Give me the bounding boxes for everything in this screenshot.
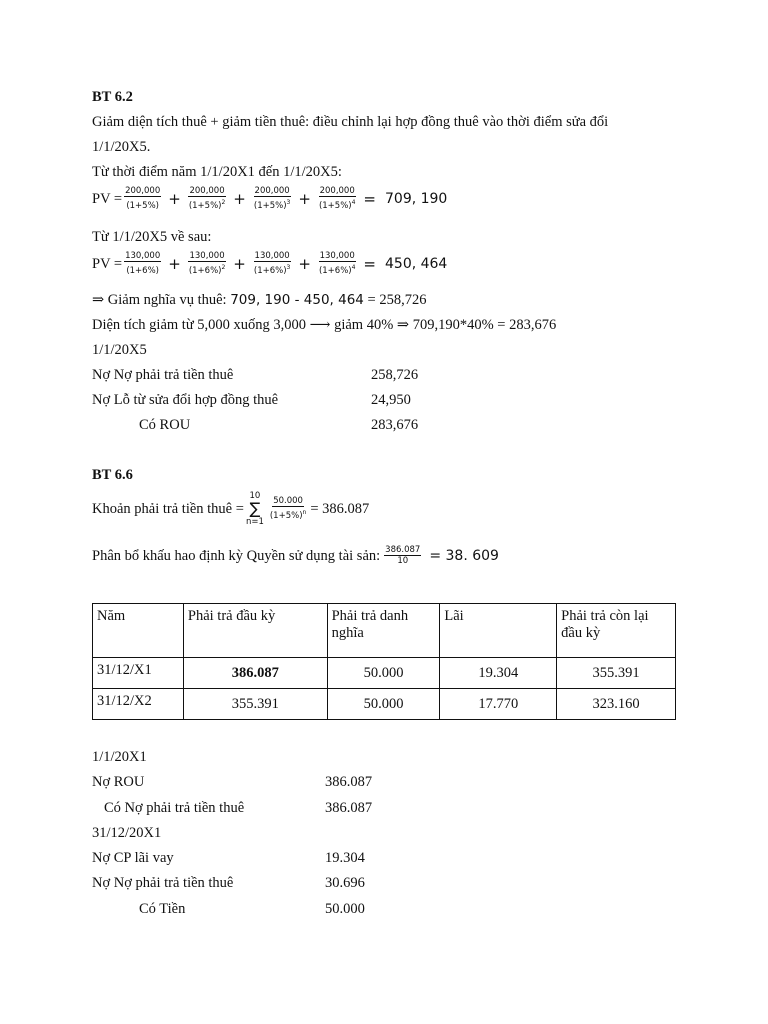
table-header-row: [93, 604, 676, 658]
bt66-title: BT 6.6: [92, 467, 133, 483]
fraction: $\frac{200,000}{(1+5\%)^4}$: [318, 186, 356, 211]
table-cell: 323.160: [557, 689, 676, 720]
bt62-title: BT 6.2: [92, 89, 133, 105]
table-cell: 355.391: [557, 658, 676, 689]
lease-liability-equation: [92, 491, 369, 527]
table-header-cell: Lãi: [440, 604, 557, 658]
lease-liability-result: = 386.087: [310, 500, 370, 517]
journal-entry-amount: 24,950: [371, 392, 411, 408]
journal-entry-amount: 30.696: [325, 875, 365, 891]
journal-entry-amount: 283,676: [371, 417, 419, 433]
pv-label: PV =: [92, 255, 123, 272]
journal-entry-amount: 50.000: [325, 901, 365, 917]
fraction: $\frac{130,000}{(1+6\%)^4}$: [318, 251, 356, 276]
journal-entry-label: Nợ Lỗ từ sửa đổi hợp đồng thuê: [92, 392, 279, 408]
journal-entry-label: Có Tiền: [139, 901, 186, 917]
depreciation-equation: [92, 545, 499, 567]
bt62-text-line4: Từ 1/1/20X5 về sau:: [92, 229, 212, 245]
journal-entry-label: Có ROU: [139, 417, 191, 433]
fraction: $\frac{200,000}{(1+5\%)}$: [125, 186, 161, 211]
summation: 10 ∑ n=1: [245, 491, 264, 527]
fraction: $\frac{130,000}{(1+6\%)^2}$: [188, 251, 226, 276]
bt62-text-line6: Diện tích giảm từ 5,000 xuống 3,000 ⟶ giảm 40% ⇒ 709,190*40% = 283,676: [92, 317, 557, 333]
lease-liability-label: Khoản phải trả tiền thuê =: [92, 500, 244, 517]
fraction: $\frac{200,000}{(1+5\%)^3}$: [253, 186, 291, 211]
journal-entry-amount: 386.087: [325, 774, 373, 790]
bt62-text-line5: ⇒ Giảm nghĩa vụ thuê: 709, 190 - 450, 464 = 258,726: [92, 292, 427, 308]
bt62-date: 1/1/20X5: [92, 342, 147, 358]
table-header-cell: Năm: [93, 604, 184, 658]
table-cell: 50.000: [327, 689, 440, 720]
lease-schedule-table: [92, 603, 676, 720]
fraction: $\frac{386.087}{10}$: [385, 545, 421, 566]
depreciation-label: Phân bổ khấu hao định kỳ Quyền sử dụng tài sản:: [92, 547, 381, 564]
journal-entry-amount: 19.304: [325, 850, 365, 866]
table-cell: 50.000: [327, 658, 440, 689]
pv-equation-1: PV = $\frac{200,000}{(1+5\%)}$ + $\frac{200,000}{(1+5\%)^2}$ + $\frac{200,000}{(1+5\%)^3}$ + $\frac{200,000}{(1+5\%)^4}$ = 709, 190: [92, 186, 448, 211]
pv-equation-2: PV = $\frac{130,000}{(1+6\%)}$ + $\frac{130,000}{(1+6\%)^2}$ + $\frac{130,000}{(1+6\%)^3}$ + $\frac{130,000}{(1+6\%)^4}$ = 450, 464: [92, 251, 448, 276]
journal-entry-amount: 258,726: [371, 367, 419, 383]
fraction: $\frac{50.000}{(1+5\%)^n}$: [269, 496, 307, 521]
table-cell: 31/12/X1: [93, 658, 184, 689]
table-header-cell: Phải trả đầu kỳ: [183, 604, 327, 658]
table-cell: 31/12/X2: [93, 689, 184, 720]
table-row: [93, 689, 676, 720]
table-cell: 386.087: [183, 658, 327, 689]
table-header-cell: Phải trả còn lại đầu kỳ: [557, 604, 676, 658]
bt62-text-line3: Từ thời điểm năm 1/1/20X1 đến 1/1/20X5:: [92, 164, 342, 180]
fraction: $\frac{130,000}{(1+6\%)^3}$: [253, 251, 291, 276]
fraction: $\frac{130,000}{(1+6\%)}$: [125, 251, 161, 276]
journal-entry-label: Có Nợ phải trả tiền thuê: [104, 800, 245, 816]
pv-result-2: 450, 464: [385, 256, 448, 272]
bt66-date-2: 31/12/20X1: [92, 825, 162, 841]
bt66-date-1: 1/1/20X1: [92, 749, 147, 765]
table-cell: 17.770: [440, 689, 557, 720]
table-row: [93, 658, 676, 689]
table-cell: 19.304: [440, 658, 557, 689]
journal-entry-amount: 386.087: [325, 800, 373, 816]
depreciation-result: = 38. 609: [429, 548, 499, 564]
journal-entry-label: Nợ Nợ phải trả tiền thuê: [92, 875, 234, 891]
table-header-cell: Phải trả danh nghĩa: [327, 604, 440, 658]
journal-entry-label: Nợ Nợ phải trả tiền thuê: [92, 367, 234, 383]
pv-label: PV =: [92, 190, 123, 207]
pv-result-1: 709, 190: [385, 191, 448, 207]
table-cell: 355.391: [183, 689, 327, 720]
fraction: $\frac{200,000}{(1+5\%)^2}$: [188, 186, 226, 211]
journal-entry-label: Nợ CP lãi vay: [92, 850, 174, 866]
bt62-text-line1: Giảm diện tích thuê + giảm tiền thuê: điều chỉnh lại hợp đồng thuê vào thời điểm sửa đổi: [92, 114, 609, 130]
bt62-text-line2: 1/1/20X5.: [92, 139, 151, 155]
journal-entry-label: Nợ ROU: [92, 774, 145, 790]
